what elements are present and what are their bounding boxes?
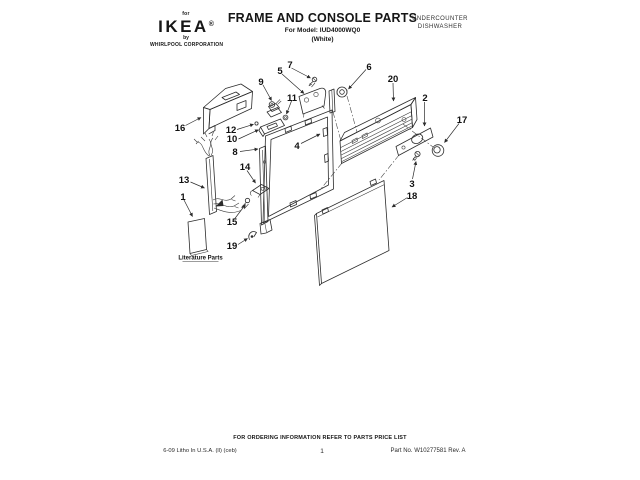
callout-16: 16 bbox=[174, 123, 186, 134]
callout-11: 11 bbox=[286, 93, 298, 104]
callout-14: 14 bbox=[239, 162, 251, 173]
page-number: 1 bbox=[320, 448, 324, 455]
model-line: For Model: IUD4000WQ0 bbox=[284, 27, 361, 34]
callout-10: 10 bbox=[226, 134, 238, 145]
page-title: FRAME AND CONSOLE PARTS bbox=[227, 11, 418, 25]
latch-art bbox=[250, 185, 269, 198]
screw-15-art bbox=[242, 198, 250, 209]
callout-17: 17 bbox=[456, 115, 468, 126]
hinge-pin-art bbox=[255, 122, 258, 125]
callout-9: 9 bbox=[258, 77, 264, 88]
callout-15: 15 bbox=[226, 217, 238, 228]
callout-13: 13 bbox=[178, 175, 190, 186]
console-insert-art bbox=[396, 128, 433, 156]
callout-6: 6 bbox=[366, 62, 372, 73]
callout-3: 3 bbox=[409, 179, 415, 190]
screw-3-art bbox=[413, 151, 421, 161]
ordering-note: FOR ORDERING INFORMATION REFER TO PARTS PRICE LIST bbox=[233, 435, 407, 441]
callout-1: 1 bbox=[180, 192, 186, 203]
hinge-bracket-art bbox=[267, 100, 282, 118]
callout-7: 7 bbox=[287, 60, 293, 71]
literature-sheet-art bbox=[188, 219, 208, 256]
logo-by-text: by bbox=[183, 35, 189, 41]
product-type-line2: DISHWASHER bbox=[417, 24, 463, 30]
nut-art bbox=[283, 115, 288, 120]
callout-5: 5 bbox=[277, 66, 283, 77]
callout-2: 2 bbox=[422, 93, 428, 104]
logo-brand-word: IKEA bbox=[158, 17, 209, 36]
screw-7-art bbox=[309, 77, 317, 87]
literature-parts-label: Literature Parts bbox=[178, 255, 223, 262]
callout-labels bbox=[175, 60, 468, 252]
callout-4: 4 bbox=[294, 141, 300, 152]
console-panel-art bbox=[340, 98, 417, 164]
callout-20: 20 bbox=[387, 74, 399, 85]
grommet-art bbox=[337, 87, 347, 97]
callout-19: 19 bbox=[226, 241, 238, 252]
logo-company-text: WHIRLPOOL CORPORATION bbox=[150, 42, 224, 48]
part-number-line: Part No. W10277581 Rev. A bbox=[390, 448, 466, 454]
registered-mark: ® bbox=[208, 21, 214, 28]
logo-pre-text: for bbox=[182, 11, 190, 17]
callout-18: 18 bbox=[406, 191, 418, 202]
clip-art bbox=[249, 232, 257, 240]
color-line: (White) bbox=[311, 36, 334, 43]
litho-line: 6-09 Litho In U.S.A. (ll) (ceb) bbox=[163, 448, 237, 454]
callout-8: 8 bbox=[232, 147, 238, 158]
callout-12: 12 bbox=[225, 125, 237, 136]
product-type-line1: UNDERCOUNTER bbox=[412, 16, 468, 22]
knob-art bbox=[432, 145, 444, 157]
door-panel-art bbox=[315, 179, 390, 286]
